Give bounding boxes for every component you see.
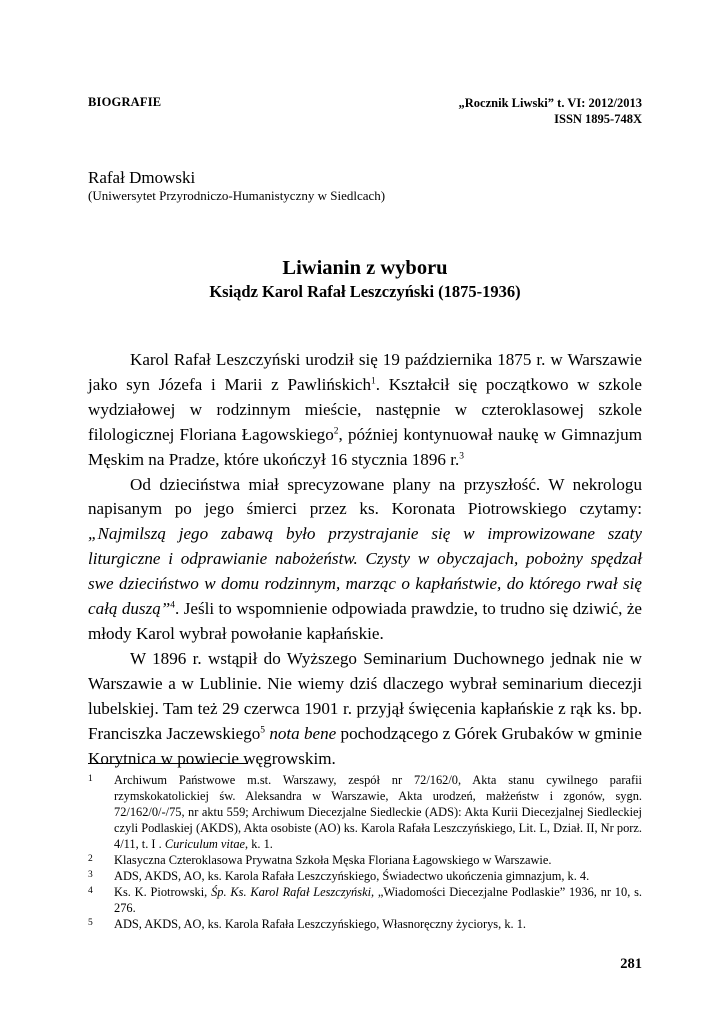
footnote-number: 2 bbox=[88, 854, 93, 864]
footnote bbox=[88, 916, 642, 932]
footnote-separator bbox=[88, 763, 248, 764]
footnote-text: Archiwum Państwowe m.st. Warszawy, zespół nr 72/162/0, Akta stanu cywilnego parafii rzymskokatolickiej św. Aleksandra w Warszawie, Akta urodzeń, małżeństw i zgonów, sygn. 72/162/0/-/75, nr aktu 559; Archiwum Diecezjalne Siedleckie (ADS): Akta Kurii Diecezjalnej Siedleckiej czyli Podlaskiej (AKDS), Akta osobiste (AO) ks. Karola Rafała Leszczyńskiego, Lit. L, Dział. II, Nr porz. 4/11, t. I . Curiculum vitae, k. 1. bbox=[114, 773, 642, 851]
author-affiliation: (Uniwersytet Przyrodniczo-Humanistyczny w Siedlcach) bbox=[88, 188, 386, 203]
body-text bbox=[88, 348, 642, 771]
paper-page bbox=[88, 0, 642, 1024]
emphasis: nota bene bbox=[269, 723, 337, 743]
paragraph bbox=[88, 348, 642, 473]
text-run: Karol Rafał Leszczyński urodził się 19 października 1875 r. w Warszawie jako syn Józefa i Marii z Pawlińskich bbox=[88, 350, 642, 394]
footnote-number: 5 bbox=[88, 918, 93, 928]
footnote-text: Klasyczna Czteroklasowa Prywatna Szkoła Męska Floriana Łagowskiego w Warszawie. bbox=[114, 853, 552, 867]
footnote-text: ADS, AKDS, AO, ks. Karola Rafała Leszczyńskiego, Własnoręczny życiorys, k. 1. bbox=[114, 917, 527, 931]
paragraph bbox=[88, 647, 642, 772]
footnote-text: ADS, AKDS, AO, ks. Karola Rafała Leszczyńskiego, Świadectwo ukończenia gimnazjum, k. 4. bbox=[114, 869, 590, 883]
footnote bbox=[88, 772, 642, 852]
footnote-ref[interactable]: 5 bbox=[260, 724, 266, 735]
page-number: 281 bbox=[620, 956, 642, 972]
text-run: pochodzącego z Górek Grubaków w gminie Korytnica w powiecie węgrowskim. bbox=[88, 723, 642, 768]
text-run: W 1896 r. wstąpił do Wyższego Seminarium Duchownego jednak nie w Warszawie a w Lublinie. Nie wiemy dziś dlaczego wybrał seminarium diecezji lubelskiej. Tam też 29 czerwca 1901 r. przyjął święcenia kapłańskie z rąk ks. bp. Franciszka Jaczewskiego bbox=[88, 648, 642, 743]
footnote bbox=[88, 868, 642, 884]
text-run: Od dzieciństwa miał sprecyzowane plany na przyszłość. W nekrologu napisanym po jego śmierci przez ks. Koronata Piotrowskiego czytamy: bbox=[88, 474, 642, 519]
footnote-ref[interactable]: 2 bbox=[333, 426, 339, 437]
author-name: Rafał Dmowski bbox=[88, 168, 196, 187]
footnote bbox=[88, 852, 642, 868]
quotation: „Najmilszą jego zabawą było przystrajanie się w improwizowane szaty liturgiczne i odprawianie nabożeństw. Czysty w obyczajach, pobożny spędzał swe dzieciństwo w domu rodzinnym, marząc o kapłaństwie, do którego rwał się całą duszą” bbox=[88, 524, 642, 619]
footnote-number: 1 bbox=[88, 774, 93, 784]
running-header-journal bbox=[459, 95, 642, 127]
text-run: , później kontynuował naukę w Gimnazjum Męskim na Pradze, które ukończył 16 stycznia 1896 r. bbox=[88, 424, 642, 469]
footnote-number: 4 bbox=[88, 886, 93, 896]
footnote-number: 3 bbox=[88, 870, 93, 880]
footnote-ref[interactable]: 3 bbox=[459, 450, 464, 461]
footnote bbox=[88, 884, 642, 916]
article-title: Liwianin z wyboru bbox=[282, 257, 448, 279]
article-subtitle: Ksiądz Karol Rafał Leszczyński (1875-1936) bbox=[209, 282, 521, 301]
paragraph bbox=[88, 473, 642, 647]
author-block bbox=[88, 168, 385, 204]
footnote-ref[interactable]: 1 bbox=[371, 376, 376, 387]
title-block bbox=[88, 255, 642, 303]
journal-title: „Rocznik Liwski” t. VI: 2012/2013 bbox=[458, 96, 642, 110]
text-run: . Jeśli to wspomnienie odpowiada prawdzie, to trudno się dziwić, że młody Karol wybrał powołanie kapłańskie. bbox=[88, 599, 642, 643]
footnote-ref[interactable]: 4 bbox=[170, 600, 176, 611]
running-header-section: BIOGRAFIE bbox=[88, 95, 162, 109]
journal-issn: ISSN 1895-748X bbox=[554, 112, 642, 126]
footnotes bbox=[88, 772, 642, 932]
footnote-text: Ks. K. Piotrowski, Śp. Ks. Karol Rafał Leszczyński, „Wiadomości Diecezjalne Podlaskie” 1936, nr 10, s. 276. bbox=[114, 885, 642, 915]
text-run: . Kształcił się początkowo w szkole wydziałowej w rodzinnym mieście, następnie w czteroklasowej szkole filologicznej Floriana Łagowskiego bbox=[88, 374, 642, 444]
